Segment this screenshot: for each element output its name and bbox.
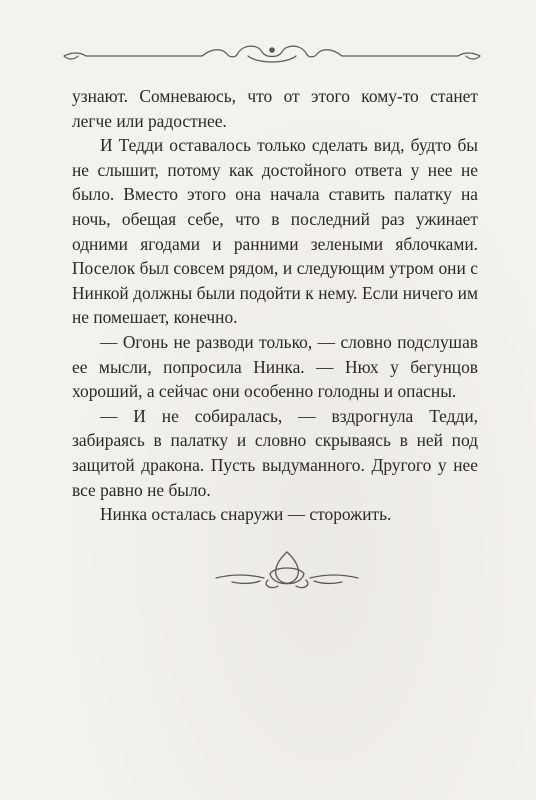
paragraph: узнают. Сомневаюсь, что от этого кому-то станет легче или радостнее. [72,86,478,131]
paragraph: И Тедди оставалось только сделать вид, будто бы не слышит, потому как достойного ответа у нее не было. Вместо этого она начала ставить палатку на ночь, обещая себе, что в последний раз ужинает одними ягодами и ранними зелеными яблочками. Поселок был совсем рядом, и следующим утром они с Нинкой должны были подойти к нему. Если ничего им не помешает, конечно. [72,135,478,328]
triquetra-ornament-icon [212,546,362,594]
paragraph: — Огонь не разводи только, — словно подслушав ее мысли, попросила Нинка. — Нюх у бегунцов хороший, а сейчас они особенно голодны и опасны. [72,331,478,402]
page-text [72,84,478,527]
paragraph: — И не собиралась, — вздрогнула Тедди, забираясь в палатку и словно скрываясь в ней под защитой дракона. Пусть выдуманного. Другого у нее все равно не было. [72,405,478,500]
paragraph: Нинка осталась снаружи — сторожить. [100,504,392,525]
scroll-divider-icon [62,38,482,70]
